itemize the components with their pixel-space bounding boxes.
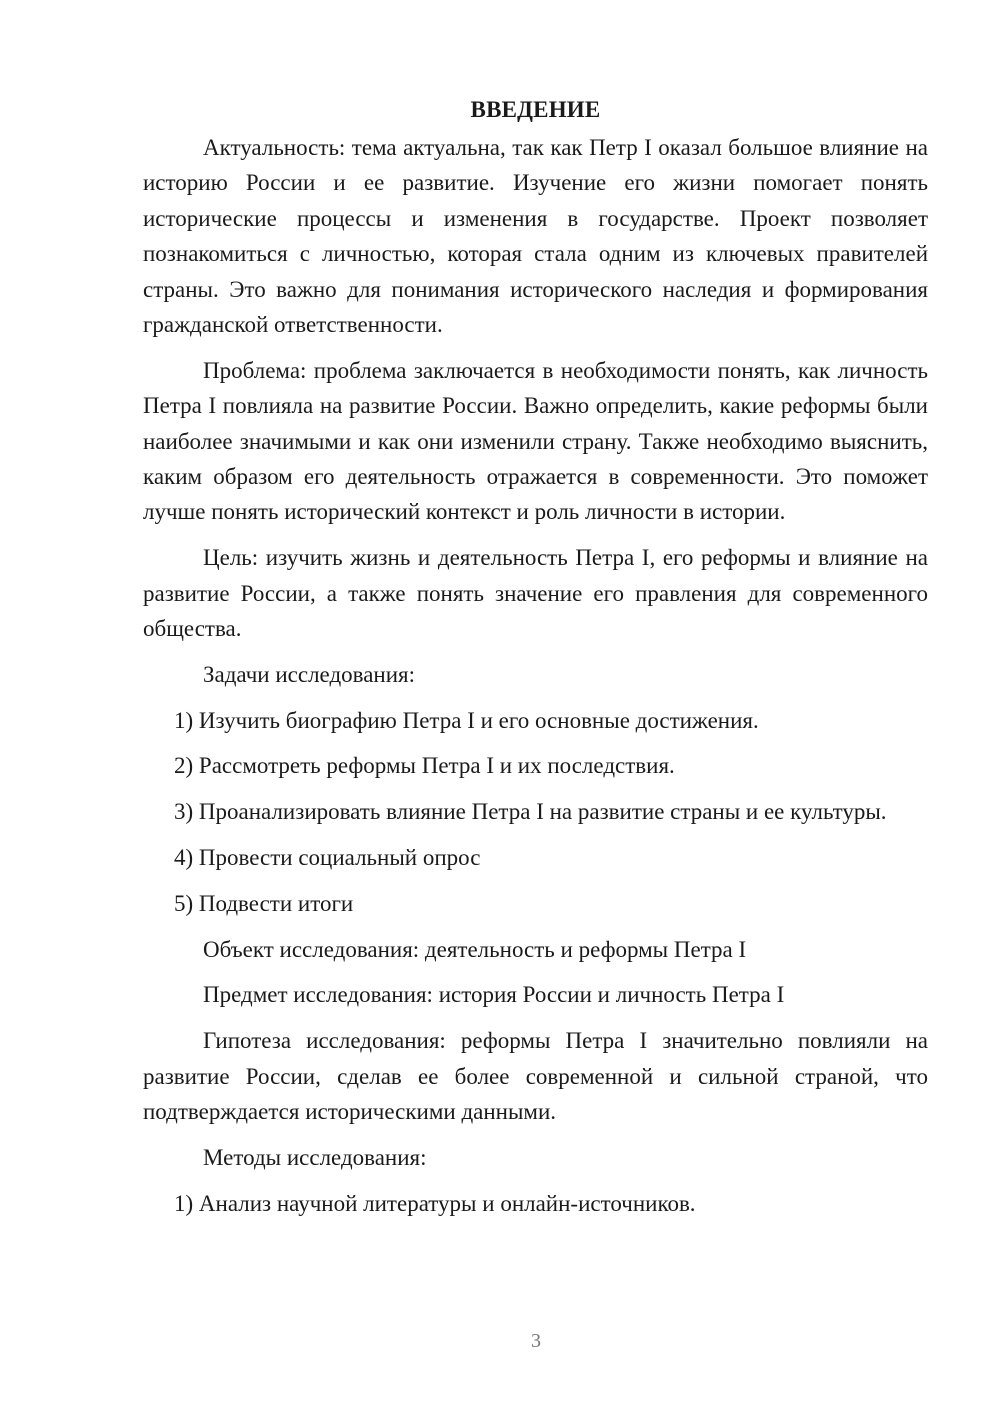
paragraph-object: Объект исследования: деятельность и реформы Петра I [203,936,747,962]
paragraph-problem: Проблема: проблема заключается в необходимости понять, как личность Петра I повлияла на развитие России. Важно определить, какие реформы были наиболее значимыми и как они изменили страну. Также необходимо выяснить, каким образом его деятельность отражается в современности. Это поможет лучше понять исторический контекст и роль личности в истории. [143,357,928,525]
list-item: 4) Провести социальный опрос [174,845,481,871]
list-item: 5) Подвести итоги [174,890,354,916]
page-number: 3 [531,1330,541,1352]
list-item: 2) Рассмотреть реформы Петра I и их последствия. [174,753,675,779]
list-item: 3) Проанализировать влияние Петра I на развитие страны и ее культуры. [174,799,887,825]
paragraph-tasks-heading: Задачи исследования: [203,661,416,687]
section-heading: ВВЕДЕНИЕ [470,97,601,122]
paragraph-goal: Цель: изучить жизнь и деятельность Петра I, его реформы и влияние на развитие России, а также понять значение его правления для современного общества. [143,545,928,642]
document-page [143,92,928,1231]
list-item: 1) Анализ научной литературы и онлайн-источников. [174,1190,696,1216]
paragraph-hypothesis: Гипотеза исследования: реформы Петра I значительно повлияли на развитие России, сделав ее более современной и сильной страной, что подтверждается историческими данными. [143,1028,928,1125]
list-item: 1) Изучить биографию Петра I и его основные достижения. [174,707,759,733]
paragraph-methods-heading: Методы исследования: [203,1144,427,1170]
paragraph-relevance: Актуальность: тема актуальна, так как Петр I оказал большое влияние на историю России и ее развитие. Изучение его жизни помогает понять исторические процессы и изменения в государстве. Проект позволяет познакомиться с личностью, которая стала одним из ключевых правителей страны. Это важно для понимания исторического наследия и формирования гражданской ответственности. [143,135,928,338]
paragraph-subject: Предмет исследования: история России и личность Петра I [203,982,785,1008]
